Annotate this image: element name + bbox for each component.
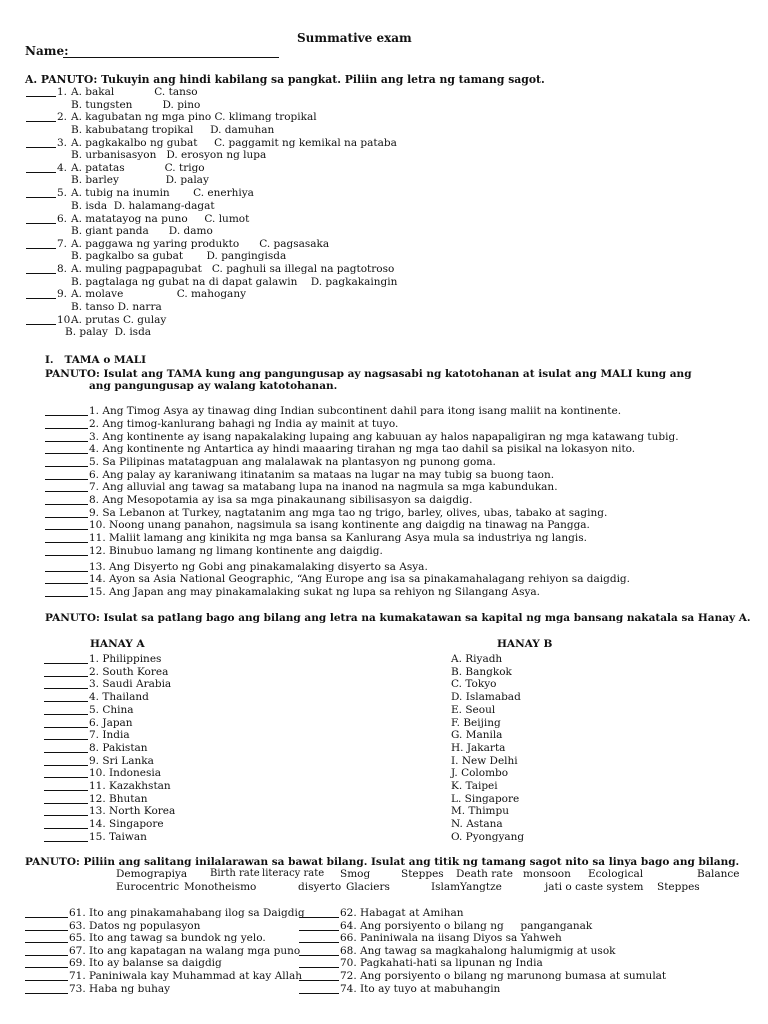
hanay-a-label: HANAY A bbox=[90, 638, 145, 650]
answer-blank[interactable] bbox=[45, 466, 88, 467]
hanay-b-item: F. Beijing bbox=[451, 716, 501, 729]
choice-line: B. tanso D. narra bbox=[71, 300, 162, 313]
part-a-heading: A. PANUTO: Tukuyin ang hindi kabilang sa pangkat. Piliin ang letra ng tamang sagot. bbox=[25, 73, 545, 86]
answer-blank[interactable] bbox=[26, 248, 56, 249]
answer-blank[interactable] bbox=[44, 663, 88, 664]
hanay-b-item: A. Riyadh bbox=[451, 653, 503, 665]
answer-blank[interactable] bbox=[44, 815, 88, 816]
item-number: 6. bbox=[57, 212, 68, 225]
statement-item: 12. Binubuo lamang ng limang kontinente ang daigdig. bbox=[89, 545, 383, 557]
answer-blank[interactable] bbox=[45, 453, 88, 454]
choice-line: B. kabubatang tropikal D. damuhan bbox=[71, 123, 275, 136]
question-item: 66. Paniniwala na iisang Diyos sa Yahweh bbox=[340, 932, 562, 945]
hanay-a-item: 8. Pakistan bbox=[89, 741, 148, 754]
hanay-b-item: E. Seoul bbox=[451, 703, 496, 716]
answer-blank[interactable] bbox=[299, 967, 339, 968]
hanay-a-item: 5. China bbox=[89, 703, 134, 716]
hanay-a-item: 2. South Korea bbox=[89, 665, 169, 678]
statement-item: 5. Sa Pilipinas matatagpuan ang malalawak na plantasyon ng punong goma. bbox=[89, 456, 496, 468]
choice-line: A. patatas C. trigo bbox=[71, 161, 205, 174]
question-item: 68. Ang tawag sa magkahalong halumigmig at usok bbox=[340, 944, 616, 957]
word-bank-item: disyerto bbox=[298, 881, 342, 893]
answer-blank[interactable] bbox=[45, 428, 88, 429]
question-item: 73. Haba ng buhay bbox=[69, 982, 171, 995]
answer-blank[interactable] bbox=[44, 688, 88, 689]
word-bank-item: Ecological bbox=[588, 868, 644, 880]
choice-line: A. molave C. mahogany bbox=[71, 288, 247, 301]
hanay-a-item: 6. Japan bbox=[89, 716, 133, 729]
hanay-b-item: K. Taipei bbox=[451, 780, 498, 792]
answer-blank[interactable] bbox=[45, 555, 88, 556]
hanay-a-item: 9. Sri Lanka bbox=[89, 754, 154, 767]
answer-blank[interactable] bbox=[26, 324, 56, 325]
answer-blank[interactable] bbox=[299, 955, 339, 956]
hanay-a-item: 15. Taiwan bbox=[89, 830, 147, 843]
answer-blank[interactable] bbox=[25, 967, 68, 968]
hanay-b-item: J. Colombo bbox=[451, 767, 509, 780]
answer-blank[interactable] bbox=[45, 491, 88, 492]
answer-blank[interactable] bbox=[25, 930, 68, 931]
answer-blank[interactable] bbox=[26, 273, 56, 274]
hanay-b-item: G. Manila bbox=[451, 729, 503, 742]
choice-line: A. bakal C. tanso bbox=[71, 86, 198, 98]
hanay-b-item: O. Pyongyang bbox=[451, 830, 525, 843]
answer-blank[interactable] bbox=[44, 777, 88, 778]
word-bank-item: Balance bbox=[697, 868, 740, 880]
answer-blank[interactable] bbox=[45, 571, 88, 572]
answer-blank[interactable] bbox=[44, 676, 88, 677]
name-label: Name: bbox=[25, 44, 69, 58]
statement-item: 11. Maliit lamang ang kinikita ng mga bansa sa Kanlurang Asya mula sa industriya ng langis. bbox=[89, 532, 587, 544]
answer-blank[interactable] bbox=[45, 441, 88, 442]
answer-blank[interactable] bbox=[25, 993, 68, 994]
choice-line: A. paggawa ng yaring produkto C. pagsasaka bbox=[71, 237, 330, 250]
answer-blank[interactable] bbox=[45, 596, 88, 597]
word-bank-item: Steppes bbox=[401, 868, 444, 880]
hanay-b-item: M. Thimpu bbox=[451, 805, 509, 818]
question-item: 71. Paniniwala kay Muhammad at kay Allah bbox=[69, 970, 303, 982]
word-bank-item: literacy rate bbox=[262, 868, 325, 879]
question-item: 64. Ang porsiyento o bilang ng panganganak bbox=[340, 919, 593, 932]
question-item: 62. Habagat at Amihan bbox=[340, 907, 464, 919]
hanay-b-item: I. New Delhi bbox=[451, 754, 518, 767]
word-bank-item: Steppes bbox=[657, 881, 700, 893]
answer-blank[interactable] bbox=[44, 701, 88, 702]
statement-item: 8. Ang Mesopotamia ay isa sa mga pinakaunang sibilisasyon sa daigdig. bbox=[89, 494, 473, 506]
item-number: 1. bbox=[57, 86, 68, 98]
question-item: 70. Pagkahati-hati sa lipunan ng India bbox=[340, 957, 543, 970]
statement-item: 14. Ayon sa Asia National Geographic, “Ang Europe ang isa sa pinakamahalagang rehiyon sa daigdig. bbox=[89, 573, 630, 585]
answer-blank[interactable] bbox=[45, 479, 88, 480]
choice-line: B. barley D. palay bbox=[71, 174, 209, 187]
choice-line: B. giant panda D. damo bbox=[71, 225, 213, 237]
answer-blank[interactable] bbox=[26, 197, 56, 198]
word-bank-item: Smog bbox=[340, 868, 371, 880]
item-number: 5. bbox=[57, 187, 68, 200]
word-bank-item: jati o caste system bbox=[545, 881, 644, 893]
statement-item: 10. Noong unang panahon, nagsimula sa isang kontinente ang daigdig na tinawag na Pangga. bbox=[89, 519, 590, 531]
question-item: 74. Ito ay tuyo at mabuhangin bbox=[340, 982, 501, 995]
answer-blank[interactable] bbox=[299, 980, 339, 981]
answer-blank[interactable] bbox=[26, 223, 56, 224]
statement-item: 4. Ang kontinente ng Antartica ay hindi maaaring tirahan ng mga tao dahil sa pisikal na lokasyon nito. bbox=[89, 443, 636, 455]
answer-blank[interactable] bbox=[299, 942, 339, 943]
word-bank-item: Demograpiya bbox=[116, 868, 188, 880]
part-b-heading: I. TAMA o MALI bbox=[45, 354, 147, 366]
answer-blank[interactable] bbox=[44, 727, 88, 728]
hanay-b-item: C. Tokyo bbox=[451, 678, 497, 691]
answer-blank[interactable] bbox=[44, 765, 88, 766]
choice-line: B. palay D. isda bbox=[65, 326, 152, 339]
part-d-instruction: PANUTO: Piliin ang salitang inilalarawan sa bawat bilang. Isulat ang titik ng tamang sagot nito sa linya bago ang bilang. bbox=[25, 856, 740, 868]
question-item: 72. Ang porsiyento o bilang ng marunong bumasa at sumulat bbox=[340, 970, 667, 982]
statement-item: 2. Ang timog-kanlurang bahagi ng India ay mainit at tuyo. bbox=[89, 418, 399, 430]
answer-blank[interactable] bbox=[26, 121, 56, 122]
item-number: 9. bbox=[57, 288, 68, 301]
question-item: 63. Datos ng populasyon bbox=[69, 919, 201, 932]
answer-blank[interactable] bbox=[44, 790, 88, 791]
hanay-b-item: L. Singapore bbox=[451, 792, 520, 805]
answer-blank[interactable] bbox=[44, 714, 88, 715]
answer-blank[interactable] bbox=[25, 917, 68, 918]
hanay-a-item: 13. North Korea bbox=[89, 805, 176, 818]
statement-item: 13. Ang Disyerto ng Gobi ang pinakamalaking disyerto sa Asya. bbox=[89, 561, 428, 573]
answer-blank[interactable] bbox=[44, 752, 88, 753]
answer-blank[interactable] bbox=[26, 96, 56, 97]
choice-line: A. kagubatan ng mga pino C. klimang tropikal bbox=[71, 111, 317, 124]
choice-line: A. tubig na inumin C. enerhiya bbox=[71, 187, 254, 200]
answer-blank[interactable] bbox=[45, 504, 88, 505]
part-c-instruction: PANUTO: Isulat sa patlang bago ang bilang ang letra na kumakatawan sa kapital ng mga bansang nakatala sa Hanay A. bbox=[45, 612, 751, 624]
hanay-a-item: 4. Thailand bbox=[89, 691, 149, 704]
statement-item: 9. Sa Lebanon at Turkey, nagtatanim ang mga tao ng trigo, barley, olives, ubas, tabako at saging. bbox=[89, 507, 608, 519]
answer-blank[interactable] bbox=[26, 147, 56, 148]
choice-line: B. urbanisasyon D. erosyon ng lupa bbox=[71, 149, 267, 162]
answer-blank[interactable] bbox=[299, 917, 339, 918]
choice-line: B. isda D. halamang-dagat bbox=[71, 199, 215, 212]
answer-blank[interactable] bbox=[45, 415, 88, 416]
answer-blank[interactable] bbox=[45, 529, 88, 530]
word-bank-item: Glaciers bbox=[346, 881, 390, 893]
answer-blank[interactable] bbox=[25, 980, 68, 981]
choice-line: B. tungsten D. pino bbox=[71, 98, 201, 111]
item-number: 2. bbox=[57, 111, 68, 124]
word-bank-item: monsoon bbox=[523, 868, 571, 880]
item-number: 4. bbox=[57, 161, 68, 174]
hanay-b-label: HANAY B bbox=[497, 638, 553, 650]
question-item: 69. Ito ay balanse sa daigdig bbox=[69, 957, 222, 970]
answer-blank[interactable] bbox=[45, 583, 88, 584]
answer-blank[interactable] bbox=[44, 739, 88, 740]
word-bank-item: Yangtze bbox=[460, 881, 502, 893]
word-bank-item: Monotheismo bbox=[184, 881, 257, 893]
hanay-a-item: 11. Kazakhstan bbox=[89, 780, 171, 792]
answer-blank[interactable] bbox=[25, 955, 68, 956]
answer-blank[interactable] bbox=[26, 298, 56, 299]
question-item: 61. Ito ang pinakamahabang ilog sa Daigdig bbox=[69, 907, 305, 919]
choice-line: A. pagkakalbo ng gubat C. paggamit ng kemikal na pataba bbox=[71, 136, 397, 149]
statement-item: 15. Ang Japan ang may pinakamalaking sukat ng lupa sa rehiyon ng Silangang Asya. bbox=[89, 586, 541, 598]
statement-item: 7. Ang alluvial ang tawag sa matabang lupa na inanod na nagmula sa mga kabundukan. bbox=[89, 481, 558, 493]
choice-line: B. pagtalaga ng gubat na di dapat galawin D. pagkakaingin bbox=[71, 275, 398, 288]
word-bank-item: Death rate bbox=[456, 868, 513, 880]
hanay-a-item: 10. Indonesia bbox=[89, 767, 161, 780]
statement-item: 6. Ang palay ay karaniwang itinatanim sa mataas na lugar na may tubig sa buong taon. bbox=[89, 469, 555, 481]
name-field[interactable] bbox=[63, 57, 279, 58]
answer-blank[interactable] bbox=[45, 517, 88, 518]
answer-blank[interactable] bbox=[26, 172, 56, 173]
hanay-b-item: H. Jakarta bbox=[451, 741, 506, 754]
statement-item: 1. Ang Timog Asya ay tinawag ding Indian subcontinent dahil para itong isang maliit na kontinente. bbox=[89, 405, 622, 417]
choice-line: B. pagkalbo sa gubat D. pangingisda bbox=[71, 250, 287, 263]
word-bank-item: Birth rate bbox=[210, 868, 260, 879]
choice-line: A. prutas C. gulay bbox=[71, 313, 167, 326]
choice-line: A. muling pagpapagubat C. paghuli sa illegal na pagtotroso bbox=[71, 263, 395, 276]
exam-title: Summative exam bbox=[297, 31, 412, 45]
item-number: 3. bbox=[57, 136, 68, 149]
choice-line: A. matatayog na puno C. lumot bbox=[71, 212, 250, 225]
hanay-a-item: 7. India bbox=[89, 729, 130, 742]
word-bank-item: Islam bbox=[431, 881, 461, 893]
hanay-a-item: 3. Saudi Arabia bbox=[89, 678, 172, 691]
hanay-b-item: D. Islamabad bbox=[451, 691, 521, 704]
answer-blank[interactable] bbox=[299, 993, 339, 994]
item-number: 7. bbox=[57, 237, 68, 250]
item-number: 10. bbox=[57, 313, 74, 326]
statement-item: 3. Ang kontinente ay isang napakalaking lupaing ang kabuuan ay halos napapaligiran ng mga katawang tubig. bbox=[89, 431, 679, 443]
answer-blank[interactable] bbox=[299, 930, 339, 931]
answer-blank[interactable] bbox=[44, 803, 88, 804]
hanay-a-item: 14. Singapore bbox=[89, 818, 164, 831]
hanay-a-item: 12. Bhutan bbox=[89, 792, 148, 805]
hanay-b-item: B. Bangkok bbox=[451, 665, 512, 678]
answer-blank[interactable] bbox=[25, 942, 68, 943]
answer-blank[interactable] bbox=[44, 841, 88, 842]
part-b-instruction-line1: PANUTO: Isulat ang TAMA kung ang pangungusap ay nagsasabi ng katotohanan at isulat ang MALI kung ang bbox=[45, 368, 692, 380]
answer-blank[interactable] bbox=[45, 542, 88, 543]
question-item: 67. Ito ang kapatagan na walang mga puno bbox=[69, 944, 301, 957]
item-number: 8. bbox=[57, 263, 68, 276]
question-item: 65. Ito ang tawag sa bundok ng yelo. bbox=[69, 932, 266, 945]
word-bank-item: Eurocentric bbox=[116, 881, 180, 893]
part-b-instruction-line2: ang pangungusap ay walang katotohanan. bbox=[89, 380, 338, 392]
hanay-a-item: 1. Philippines bbox=[89, 653, 162, 665]
answer-blank[interactable] bbox=[44, 828, 88, 829]
hanay-b-item: N. Astana bbox=[451, 818, 503, 831]
